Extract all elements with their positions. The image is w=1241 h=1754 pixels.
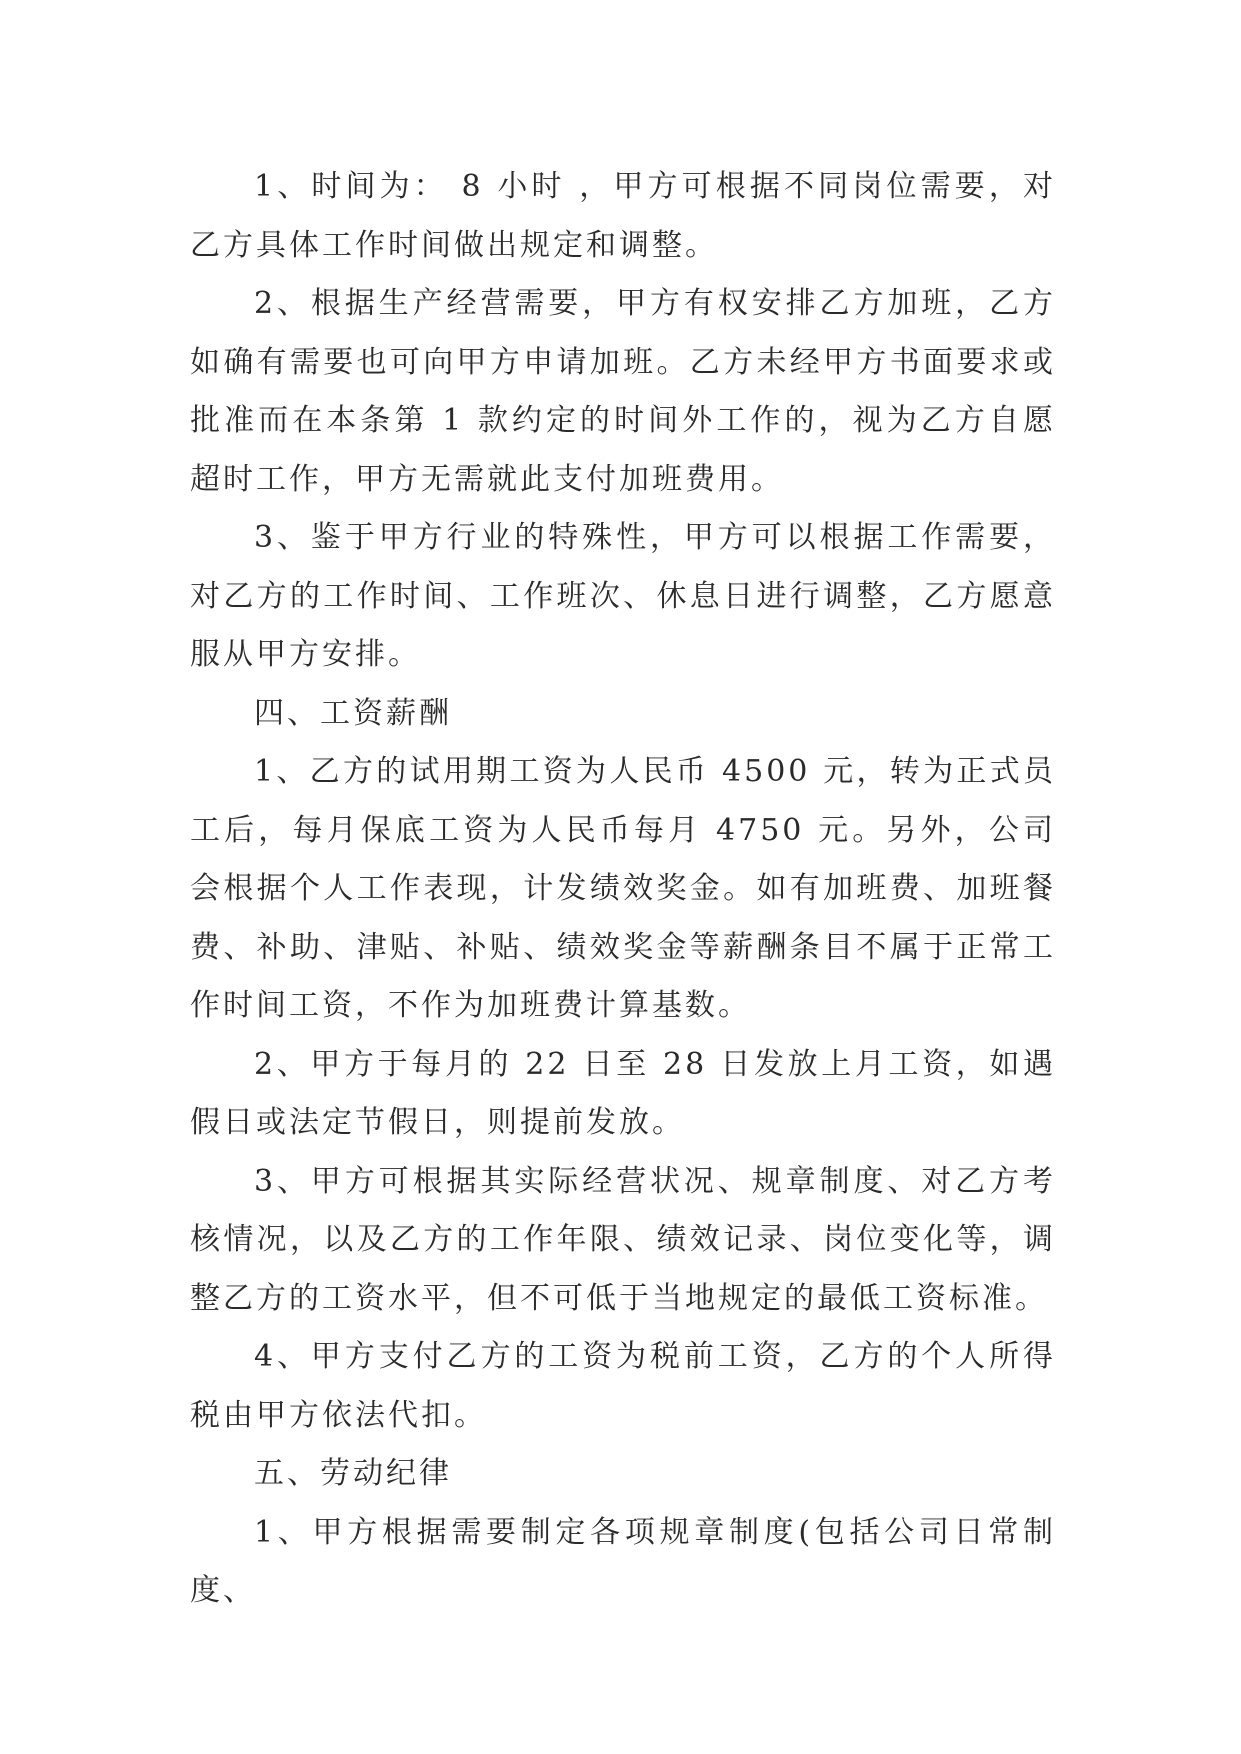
clause-rules: 1、甲方根据需要制定各项规章制度(包括公司日常制度、 (190, 1514, 1056, 1608)
clause-salary-amount: 1、乙方的试用期工资为人民币 4500 元，转为正式员工后，每月保底工资为人民币每月 4750 元。另外，公司会根据个人工作表现，计发绩效奖金。如有加班费、加班餐费、补助、津贴、补贴、绩效奖金等薪酬条目不属于正常工作时间工资，不作为加班费计算基数。 (190, 754, 1056, 1023)
clause-tax: 4、甲方支付乙方的工资为税前工资，乙方的个人所得税由甲方依法代扣。 (190, 1339, 1056, 1433)
section-heading-salary: 四、工资薪酬 (254, 695, 452, 731)
clause-overtime: 2、根据生产经营需要，甲方有权安排乙方加班，乙方如确有需要也可向甲方申请加班。乙方未经甲方书面要求或批准而在本条第 1 款约定的时间外工作的，视为乙方自愿超时工作，甲方无需就此支付加班费用。 (190, 286, 1056, 497)
document-page (190, 158, 1056, 1621)
clause-schedule-adjustment: 3、鉴于甲方行业的特殊性，甲方可以根据工作需要，对乙方的工作时间、工作班次、休息日进行调整，乙方愿意服从甲方安排。 (190, 520, 1056, 672)
section-heading-discipline: 五、劳动纪律 (254, 1456, 452, 1491)
clause-salary-adjustment: 3、甲方可根据其实际经营状况、规章制度、对乙方考核情况，以及乙方的工作年限、绩效记录、岗位变化等，调整乙方的工资水平，但不可低于当地规定的最低工资标准。 (190, 1163, 1056, 1316)
clause-working-hours: 1、时间为： 8 小时 ，甲方可根据不同岗位需要，对乙方具体工作时间做出规定和调整。 (190, 169, 1056, 263)
clause-payday: 2、甲方于每月的 22 日至 28 日发放上月工资，如遇假日或法定节假日，则提前发放。 (190, 1046, 1056, 1140)
